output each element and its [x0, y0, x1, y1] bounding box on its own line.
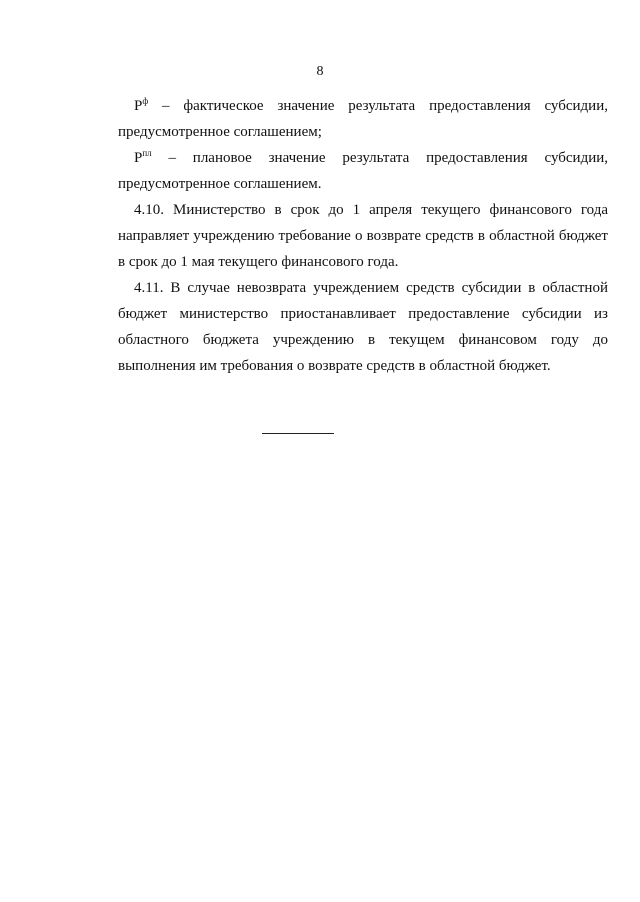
- definition-plan: [118, 145, 608, 197]
- definition-plan-text: – плановое значение результата предоставления субсидии, предусмотренное соглашением.: [118, 150, 608, 192]
- definition-plan-superscript: пл: [142, 148, 152, 158]
- definition-fact-text: – фактическое значение результата предоставления субсидии, предусмотренное соглашением;: [118, 98, 608, 140]
- definition-fact: [118, 93, 608, 145]
- definition-plan-symbol: Р: [134, 150, 143, 166]
- definition-fact-symbol: Р: [134, 98, 143, 114]
- paragraph-4-10: 4.10. Министерство в срок до 1 апреля текущего финансового года направляет учреждению требование о возврате средств в областной бюджет в срок до 1 мая текущего финансового года.: [118, 202, 608, 270]
- page-number: 8: [316, 64, 324, 79]
- definition-fact-superscript: ф: [142, 96, 149, 106]
- paragraph-4-11: 4.11. В случае невозврата учреждением средств субсидии в областной бюджет министерство приостанавливает предоставление субсидии из областного бюджета учреждению в текущем финансовом году до выполнения им требования о возврате средств в областной бюджет.: [118, 280, 608, 374]
- end-separator-line: [262, 433, 334, 434]
- document-body: [118, 93, 608, 379]
